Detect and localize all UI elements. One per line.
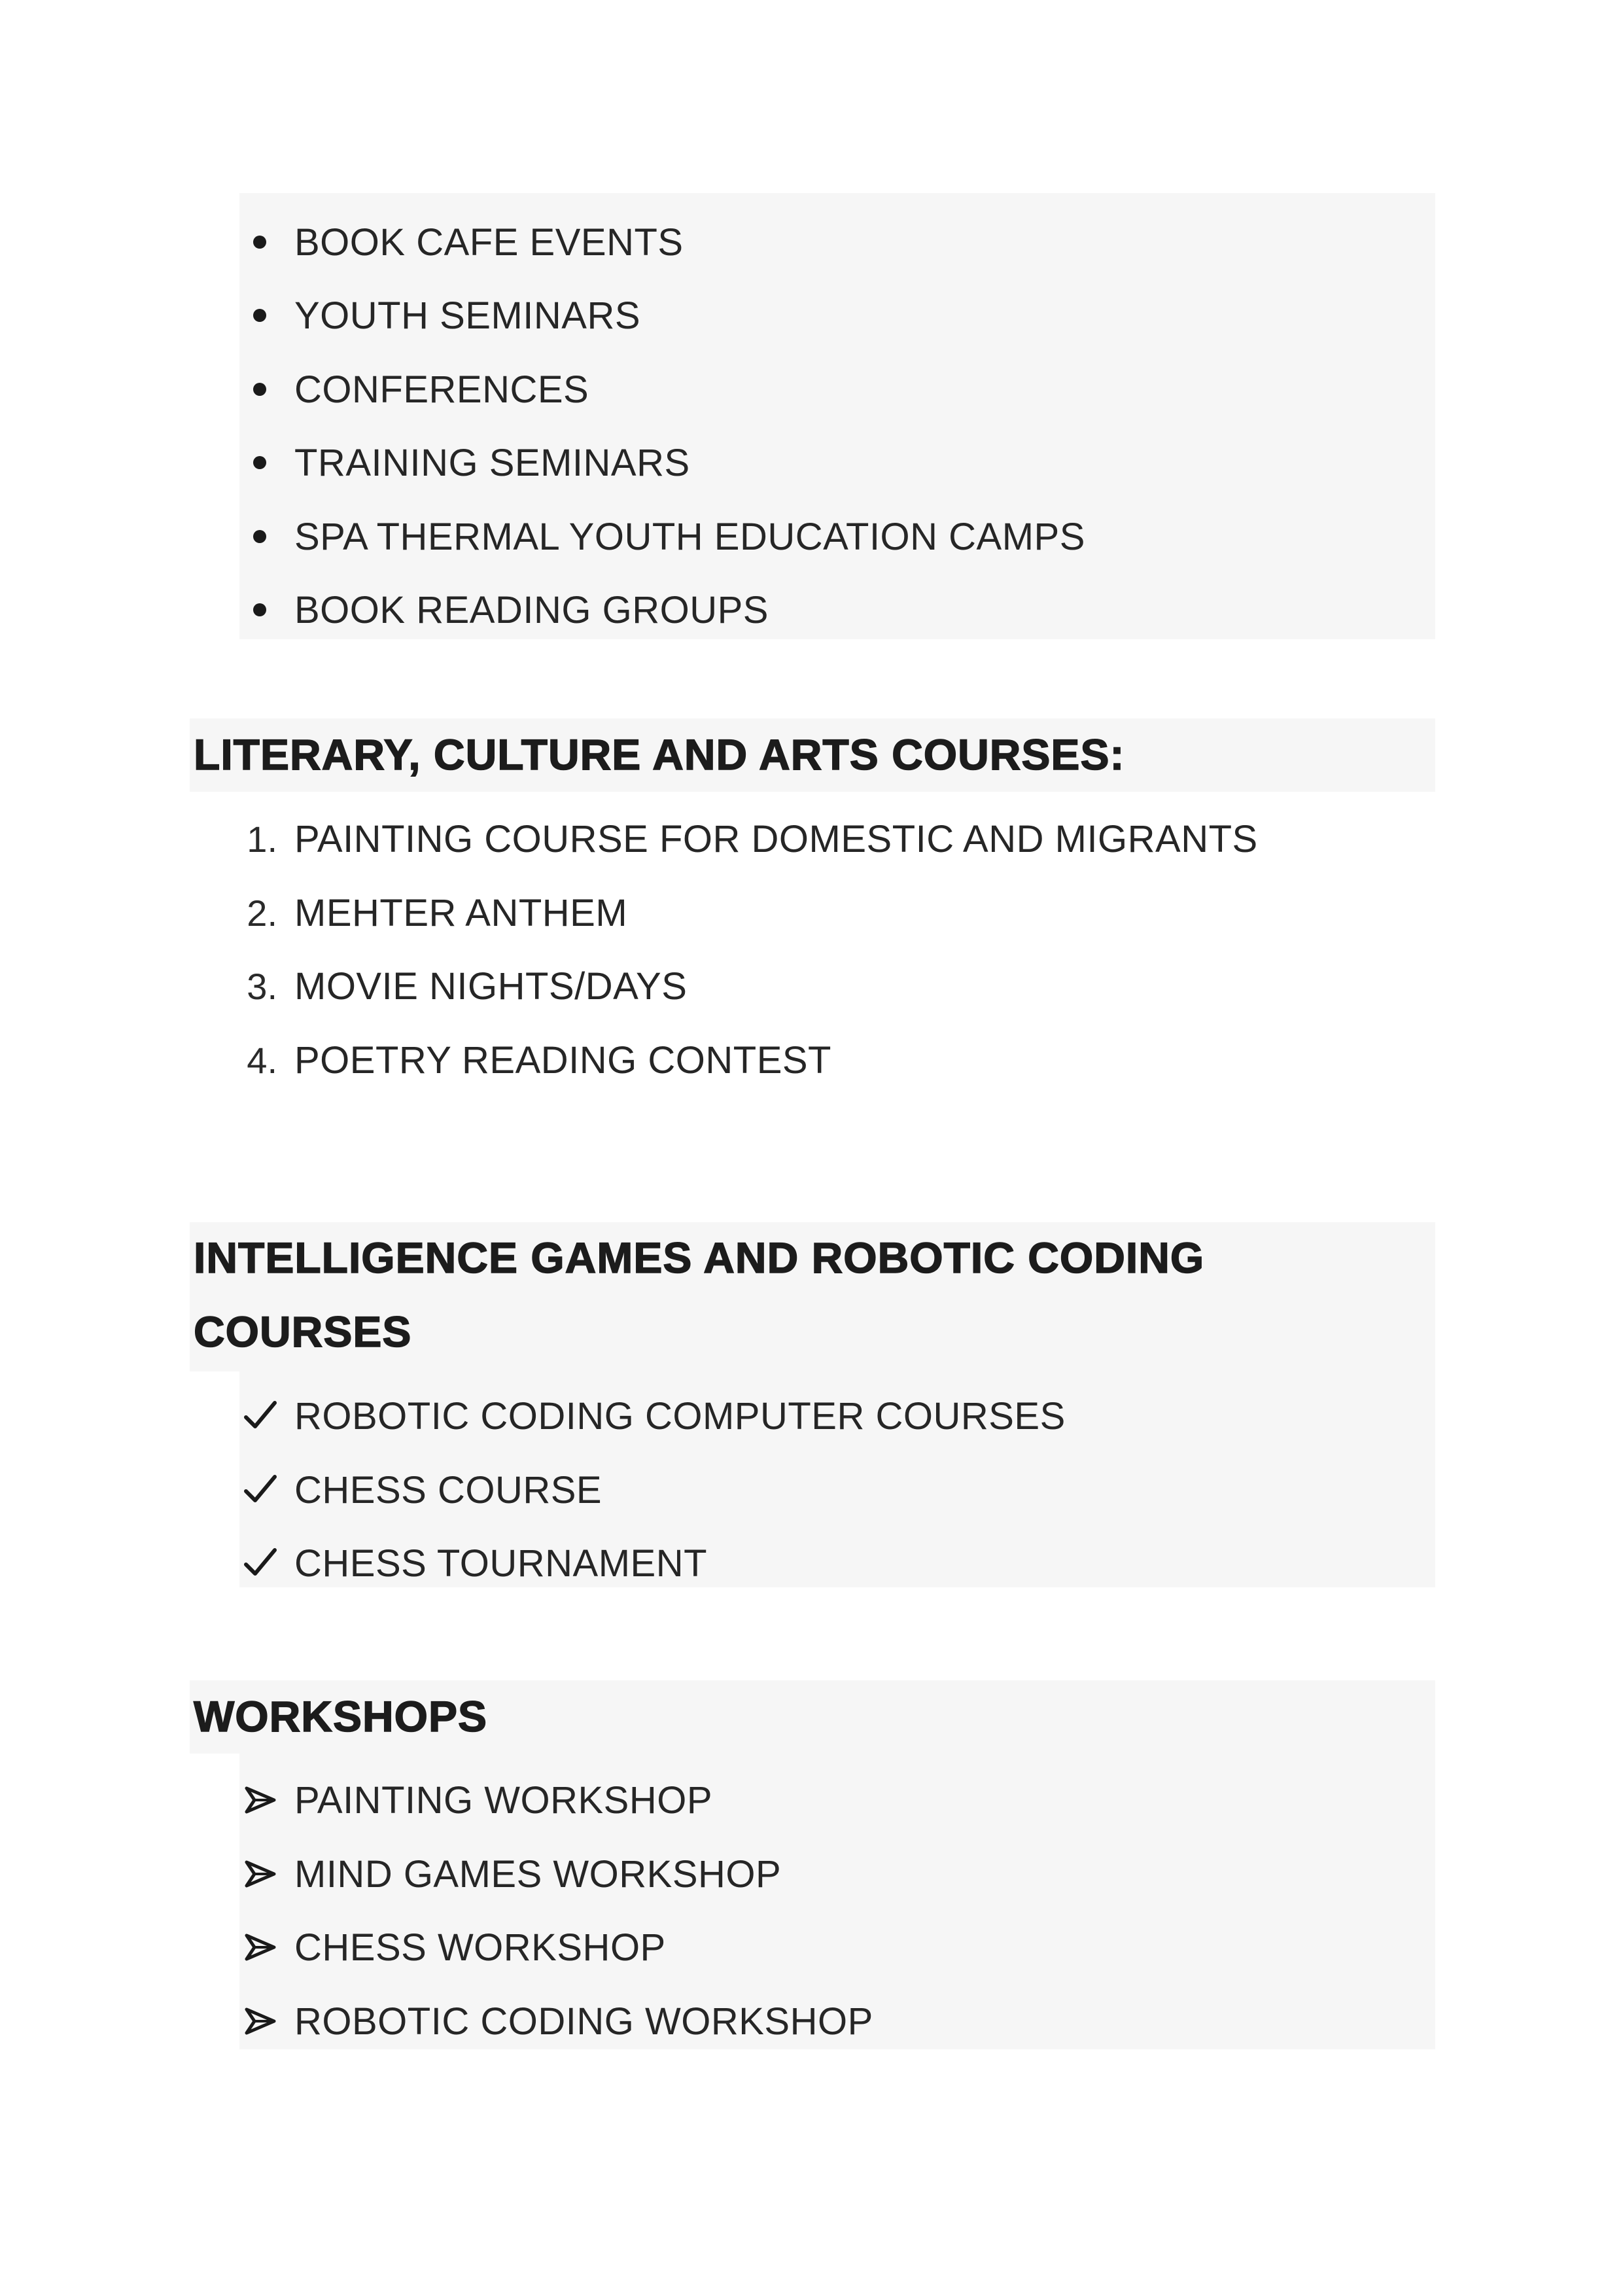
arrowhead-icon — [234, 1763, 287, 1837]
list-item-label: MIND GAMES WORKSHOP — [294, 1852, 782, 1896]
list-item-label: MOVIE NIGHTS/DAYS — [294, 964, 688, 1008]
list-item-label: PAINTING WORKSHOP — [294, 1778, 713, 1822]
list-item-label: POETRY READING CONTEST — [294, 1038, 831, 1082]
intelligence-heading-line1: INTELLIGENCE GAMES AND ROBOTIC CODING — [194, 1233, 1205, 1282]
list-item-label: CHESS WORKSHOP — [294, 1926, 666, 1969]
intelligence-heading-line2: COURSES — [194, 1307, 412, 1356]
list-item — [0, 1911, 1623, 1984]
list-item — [0, 1763, 1623, 1837]
list-item-label: ROBOTIC CODING WORKSHOP — [294, 2000, 873, 2043]
list-item-label: BOOK READING GROUPS — [294, 588, 769, 631]
literary-heading: LITERARY, CULTURE AND ARTS COURSES: — [194, 730, 1125, 779]
list-item-label: MEHTER ANTHEM — [294, 891, 628, 934]
list-item-label: ROBOTIC CODING COMPUTER COURSES — [294, 1394, 1066, 1438]
list-number: 4. — [247, 1039, 277, 1081]
list-item-label: YOUTH SEMINARS — [294, 294, 641, 337]
list-number: 3. — [247, 965, 277, 1007]
list-item — [0, 1837, 1623, 1911]
list-number: 2. — [247, 892, 277, 934]
list-item-label: BOOK CAFE EVENTS — [294, 221, 684, 264]
list-item-label: PAINTING COURSE FOR DOMESTIC AND MIGRANTS — [294, 817, 1258, 860]
list-item-label: CHESS TOURNAMENT — [294, 1542, 708, 1585]
arrowhead-icon — [234, 1837, 287, 1911]
list-item-label: CONFERENCES — [294, 368, 589, 411]
arrowhead-icon — [234, 1911, 287, 1984]
list-number: 1. — [247, 818, 277, 860]
list-item — [0, 1985, 1623, 2058]
workshops-heading: WORKSHOPS — [194, 1692, 488, 1740]
list-item-label: TRAINING SEMINARS — [294, 441, 690, 484]
list-item-label: SPA THERMAL YOUTH EDUCATION CAMPS — [294, 515, 1085, 558]
list-item-label: CHESS COURSE — [294, 1468, 602, 1511]
arrowhead-icon — [234, 1985, 287, 2058]
